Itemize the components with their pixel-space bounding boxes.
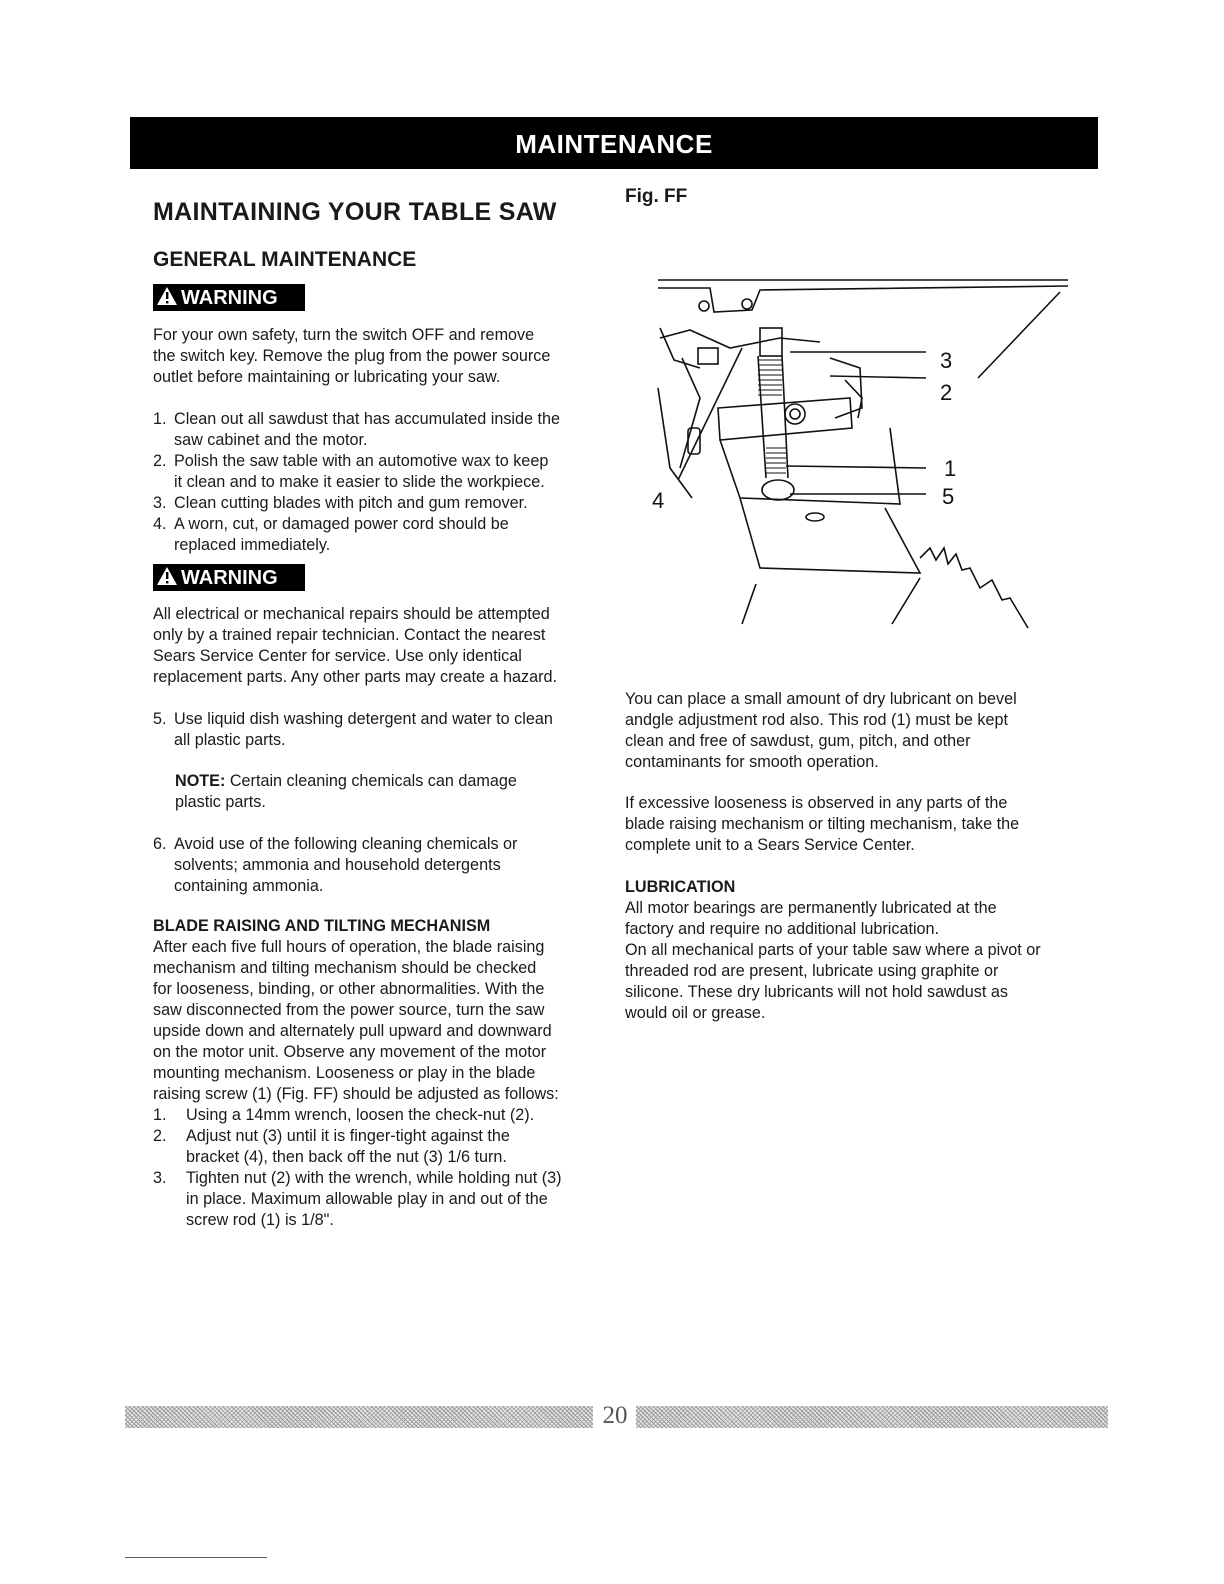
figure-line bbox=[830, 358, 862, 418]
figure-line bbox=[740, 498, 920, 573]
text-line: If excessive looseness is observed in any parts of the bbox=[625, 794, 1008, 812]
figure-line bbox=[680, 358, 700, 468]
figure-line bbox=[892, 578, 920, 624]
text-line: would oil or grease. bbox=[625, 1004, 766, 1022]
text-line: only by a trained repair technician. Contact the nearest bbox=[153, 626, 546, 644]
list-number: 1. bbox=[153, 410, 167, 428]
blade-mechanism-text bbox=[153, 937, 559, 1105]
text-line: Avoid use of the following cleaning chemicals or bbox=[174, 835, 518, 853]
blade-mechanism-figure bbox=[630, 268, 1070, 638]
text-line: After each five full hours of operation, the blade raising bbox=[153, 938, 545, 956]
text-line: outlet before maintaining or lubricating your saw. bbox=[153, 368, 501, 386]
leader-line bbox=[786, 466, 926, 468]
figure-line bbox=[658, 286, 1068, 312]
text-line: mechanism and tilting mechanism should be checked bbox=[153, 959, 537, 977]
warning-triangle-icon bbox=[156, 286, 178, 306]
callout-1: 1 bbox=[944, 456, 957, 481]
list-item bbox=[153, 409, 560, 451]
figure-blade bbox=[920, 548, 1028, 628]
bottom-rule bbox=[125, 1557, 267, 1558]
text-line: bracket (4), then back off the nut (3) 1/6 turn. bbox=[186, 1148, 507, 1166]
blade-step bbox=[153, 1168, 562, 1231]
text-line: solvents; ammonia and household detergents bbox=[174, 856, 501, 874]
text-line: silicone. These dry lubricants will not hold sawdust as bbox=[625, 983, 1008, 1001]
text-line: factory and require no additional lubrication. bbox=[625, 920, 940, 938]
footer-pattern-left bbox=[125, 1406, 593, 1428]
text-line: screw rod (1) is 1/8". bbox=[186, 1211, 334, 1229]
lubrication-text bbox=[625, 898, 1041, 1024]
figure-line bbox=[660, 330, 820, 348]
text-line: complete unit to a Sears Service Center. bbox=[625, 836, 915, 854]
footer-pattern-right bbox=[636, 1406, 1108, 1428]
note-label: NOTE: bbox=[175, 772, 226, 790]
text-line: mounting mechanism. Looseness or play in the blade bbox=[153, 1064, 536, 1082]
text-line: threaded rod are present, lubricate using graphite or bbox=[625, 962, 999, 980]
text-line: replacement parts. Any other parts may create a hazard. bbox=[153, 668, 557, 686]
callout-4: 4 bbox=[652, 488, 665, 513]
text-line: blade raising mechanism or tilting mechanism, take the bbox=[625, 815, 1020, 833]
list-number: 3. bbox=[153, 494, 167, 512]
figure-knob bbox=[790, 409, 800, 419]
text-line: A worn, cut, or damaged power cord should be bbox=[174, 515, 509, 533]
note bbox=[175, 771, 517, 813]
warning-badge-2 bbox=[153, 564, 305, 591]
list-item bbox=[153, 709, 553, 751]
text-line: clean and free of sawdust, gum, pitch, and other bbox=[625, 732, 971, 750]
list-item bbox=[153, 514, 509, 556]
text-line: All electrical or mechanical repairs should be attempted bbox=[153, 605, 550, 623]
figure-hole bbox=[742, 299, 752, 309]
text-line: raising screw (1) (Fig. FF) should be adjusted as follows: bbox=[153, 1085, 559, 1103]
figure-line bbox=[742, 584, 756, 624]
text-line: Polish the saw table with an automotive wax to keep bbox=[174, 452, 549, 470]
leader-line bbox=[678, 348, 742, 480]
text-line: upside down and alternately pull upward and downward bbox=[153, 1022, 552, 1040]
leader-line bbox=[830, 376, 926, 378]
list-number: 3. bbox=[153, 1169, 167, 1187]
warning-label: WARNING bbox=[181, 567, 278, 589]
warning-label: WARNING bbox=[181, 287, 278, 309]
blade-step bbox=[153, 1105, 534, 1126]
text-line: saw disconnected from the power source, turn the saw bbox=[153, 1001, 545, 1019]
figure-line bbox=[758, 356, 766, 478]
figure-hole bbox=[699, 301, 709, 311]
list-number: 6. bbox=[153, 835, 167, 853]
warning-badge-1 bbox=[153, 284, 305, 311]
text-line: contaminants for smooth operation. bbox=[625, 753, 879, 771]
list-number: 2. bbox=[153, 452, 167, 470]
warning1-text bbox=[153, 325, 550, 388]
list-number: 4. bbox=[153, 515, 167, 533]
text-line: Certain cleaning chemicals can damage bbox=[229, 772, 517, 790]
figure-line bbox=[660, 328, 700, 368]
text-line: Adjust nut (3) until it is finger-tight against the bbox=[186, 1127, 510, 1145]
figure-label: Fig. FF bbox=[625, 186, 688, 207]
page-number: 20 bbox=[602, 1402, 628, 1429]
list-item bbox=[153, 834, 517, 897]
list-number: 1. bbox=[153, 1106, 167, 1124]
text-line: in place. Maximum allowable play in and out of the bbox=[186, 1190, 548, 1208]
figure-nut bbox=[762, 480, 794, 500]
callout-3: 3 bbox=[940, 348, 953, 373]
text-line: replaced immediately. bbox=[174, 536, 331, 554]
blade-step bbox=[153, 1126, 510, 1168]
text-line: All motor bearings are permanently lubricated at the bbox=[625, 899, 997, 917]
text-line: containing ammonia. bbox=[174, 877, 324, 895]
warning-triangle-icon bbox=[156, 566, 178, 586]
text-line: andgle adjustment rod also. This rod (1) must be kept bbox=[625, 711, 1009, 729]
text-line: On all mechanical parts of your table saw where a pivot or bbox=[625, 941, 1041, 959]
figure-nut bbox=[698, 348, 718, 364]
callout-5: 5 bbox=[942, 484, 955, 509]
general-maintenance-heading: GENERAL MAINTENANCE bbox=[153, 248, 417, 271]
figure-slot bbox=[806, 513, 824, 521]
text-line: Clean cutting blades with pitch and gum remover. bbox=[174, 494, 528, 512]
page-title: MAINTAINING YOUR TABLE SAW bbox=[153, 198, 557, 226]
text-line: Sears Service Center for service. Use only identical bbox=[153, 647, 522, 665]
text-line: saw cabinet and the motor. bbox=[174, 431, 368, 449]
text-line: all plastic parts. bbox=[174, 731, 286, 749]
list-item bbox=[153, 451, 548, 493]
looseness-text bbox=[625, 793, 1019, 856]
section-banner: MAINTENANCE bbox=[130, 117, 1098, 169]
warning2-text bbox=[153, 604, 557, 688]
figure-line bbox=[845, 380, 862, 418]
text-line: on the motor unit. Observe any movement of the motor bbox=[153, 1043, 547, 1061]
text-line: the switch key. Remove the plug from the power source bbox=[153, 347, 551, 365]
text-line: Tighten nut (2) with the wrench, while holding nut (3) bbox=[186, 1169, 562, 1187]
figure-knob bbox=[785, 404, 805, 424]
list-item bbox=[153, 493, 528, 514]
blade-mechanism-heading: BLADE RAISING AND TILTING MECHANISM bbox=[153, 917, 491, 935]
text-line: for looseness, binding, or other abnormalities. With the bbox=[153, 980, 545, 998]
text-line: plastic parts. bbox=[175, 793, 266, 811]
figure-line bbox=[978, 292, 1060, 378]
dry-lubricant-text bbox=[625, 689, 1017, 773]
list-number: 5. bbox=[153, 710, 167, 728]
text-line: Clean out all sawdust that has accumulated inside the bbox=[174, 410, 561, 428]
text-line: it clean and to make it easier to slide the workpiece. bbox=[174, 473, 545, 491]
text-line: Using a 14mm wrench, loosen the check-nut (2). bbox=[186, 1106, 535, 1124]
text-line: You can place a small amount of dry lubricant on bevel bbox=[625, 690, 1017, 708]
list-number: 2. bbox=[153, 1127, 167, 1145]
text-line: Use liquid dish washing detergent and water to clean bbox=[174, 710, 553, 728]
lubrication-heading: LUBRICATION bbox=[625, 878, 736, 896]
callout-2: 2 bbox=[940, 380, 953, 405]
text-line: For your own safety, turn the switch OFF and remove bbox=[153, 326, 535, 344]
